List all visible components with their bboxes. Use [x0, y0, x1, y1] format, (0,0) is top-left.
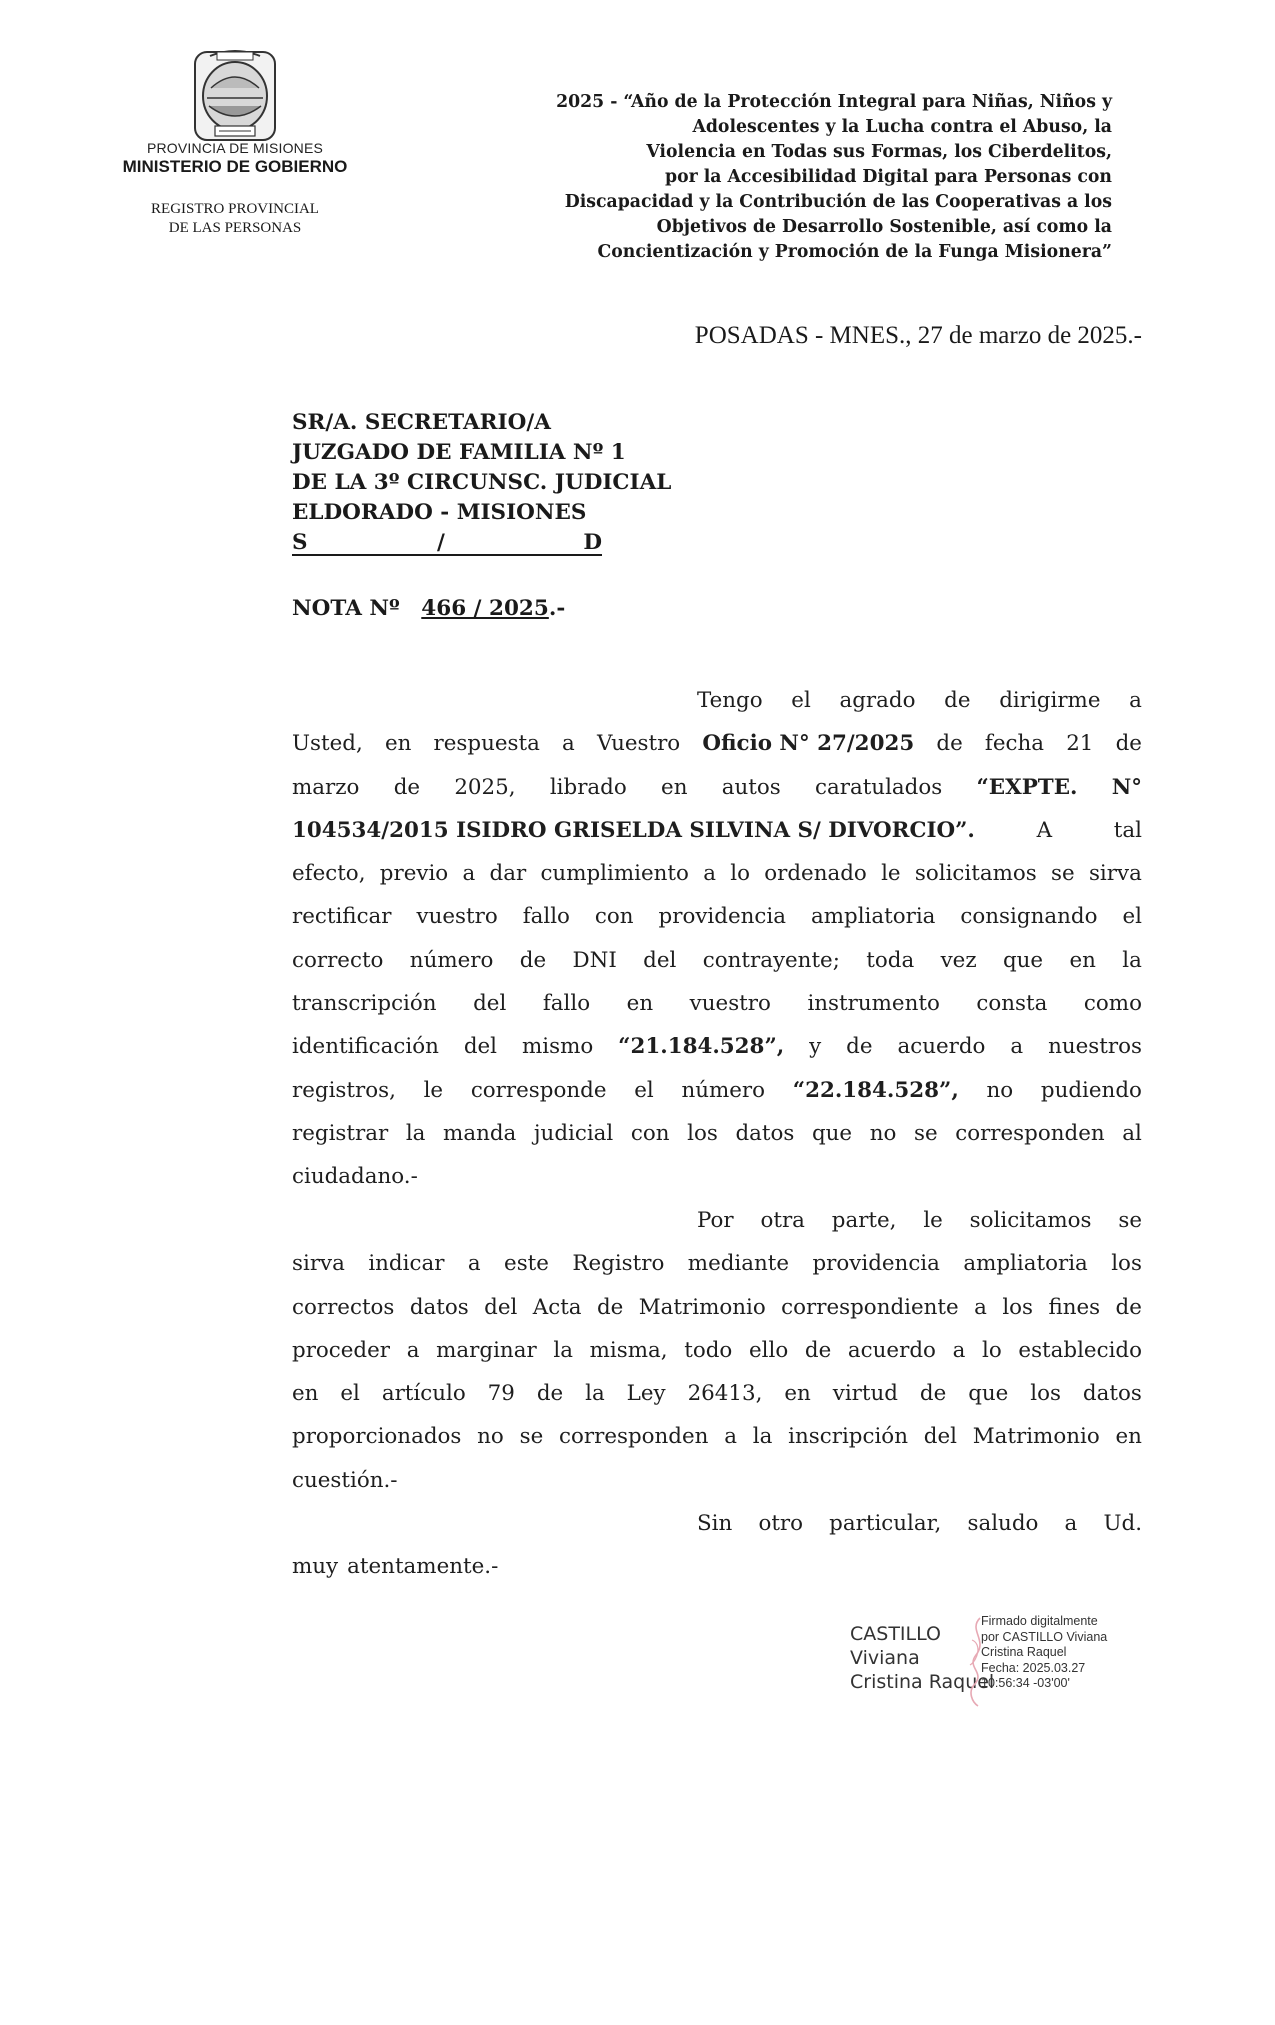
- body-word: los: [1111, 1251, 1142, 1277]
- body-word: proceder: [292, 1337, 391, 1363]
- body-word: fecha: [984, 731, 1045, 757]
- body-word: ampliatoria: [963, 1251, 1088, 1277]
- body-word: pudiendo: [1040, 1077, 1142, 1103]
- body-word: 79: [487, 1381, 515, 1407]
- sd-d: D: [583, 530, 602, 555]
- body-word: con: [630, 1120, 670, 1146]
- body-word: los: [687, 1120, 718, 1146]
- body-word: 21: [1066, 731, 1094, 757]
- body-word: que: [1002, 947, 1044, 973]
- body-line: [292, 1069, 1142, 1112]
- body-word: no: [986, 1077, 1014, 1103]
- body-line: [292, 982, 1142, 1025]
- sd-slash: /: [437, 530, 445, 555]
- body-line: [292, 1502, 1142, 1545]
- province-name: PROVINCIA DE MISIONES: [146, 140, 324, 156]
- body-word: establecido: [1018, 1337, 1142, 1363]
- body-word: ciudadano.-: [292, 1164, 418, 1190]
- signature-info-line: Fecha: 2025.03.27: [981, 1660, 1086, 1675]
- su-despacho-line: [292, 528, 602, 558]
- body-word: librado: [549, 774, 627, 800]
- body-word: vuestro: [689, 991, 771, 1017]
- body-word: el: [634, 1077, 654, 1103]
- body-word: A: [1036, 817, 1053, 843]
- body-word: DNI: [572, 947, 617, 973]
- body-word: acuerdo: [897, 1034, 986, 1060]
- body-word: providencia: [812, 1251, 940, 1277]
- body-word: otra: [760, 1208, 805, 1233]
- motto-line: Adolescentes y la Lucha contra el Abuso, la: [692, 117, 1112, 137]
- body-line: [292, 1329, 1142, 1372]
- body-word: particular,: [829, 1511, 942, 1536]
- body-word: transcripción: [292, 991, 437, 1017]
- body-word: Por: [697, 1208, 734, 1233]
- body-word: providencia: [658, 904, 786, 930]
- body-word: consignando: [960, 904, 1098, 930]
- body-word: del: [484, 1294, 518, 1320]
- body-word: solicitamos: [969, 1208, 1092, 1233]
- body-word: 2025,: [454, 774, 516, 800]
- body-word: datos: [735, 1120, 795, 1146]
- body-word: y: [809, 1034, 822, 1060]
- body-line: [292, 1112, 1142, 1155]
- body-word: judicial: [533, 1120, 614, 1146]
- body-word: Oficio N° 27/2025: [702, 731, 915, 757]
- body-word: N°: [1111, 774, 1142, 800]
- body-line: [292, 1199, 1142, 1242]
- body-word: corresponden: [559, 1424, 709, 1450]
- body-word: Registro: [572, 1251, 665, 1277]
- body-word: Ud.: [1103, 1511, 1142, 1536]
- signature-info-line: Cristina Raquel: [981, 1645, 1067, 1659]
- body-word: fallo: [542, 991, 591, 1017]
- body-word: saludo: [967, 1511, 1039, 1536]
- note-suffix: .-: [548, 596, 566, 621]
- body-word: previo: [379, 861, 449, 887]
- body-paragraph-1: [292, 679, 1142, 1199]
- body-word: proporcionados: [292, 1424, 462, 1450]
- body-word: 104534/2015 ISIDRO GRISELDA SILVINA S/ DIVORCIO”.: [292, 817, 975, 843]
- body-word: la: [1122, 947, 1142, 973]
- body-word: el: [1122, 904, 1142, 930]
- body-word: a: [1129, 688, 1142, 713]
- body-line: [292, 809, 1142, 852]
- body-word: rectificar: [292, 904, 392, 930]
- body-line: [292, 895, 1142, 938]
- sd-s: S: [292, 530, 308, 555]
- province-seal-logo: [175, 48, 295, 143]
- body-word: de: [1115, 731, 1142, 757]
- signer-surname: CASTILLO: [850, 1623, 941, 1645]
- body-word: “22.184.528”,: [792, 1077, 959, 1103]
- body-word: a: [406, 1337, 420, 1363]
- body-word: artículo: [381, 1381, 466, 1407]
- body-word: se: [913, 1120, 938, 1146]
- body-word: de: [519, 947, 547, 973]
- body-word: indicar: [368, 1251, 445, 1277]
- body-word: de: [936, 731, 963, 757]
- body-word: vuestro: [416, 904, 498, 930]
- body-word: lo: [982, 1337, 1002, 1363]
- body-word: los: [1002, 1294, 1034, 1320]
- body-word: en: [1069, 947, 1096, 973]
- body-word: cuestión.-: [292, 1467, 398, 1493]
- body-word: Tengo: [697, 688, 763, 713]
- body-word: identificación: [292, 1034, 439, 1060]
- body-word: registros,: [292, 1077, 396, 1103]
- body-word: de: [596, 1294, 624, 1320]
- body-word: la: [553, 1337, 573, 1363]
- body-word: en: [1115, 1424, 1142, 1450]
- body-word: “EXPTE.: [976, 774, 1078, 800]
- body-line: [292, 1545, 1142, 1588]
- body-line: [292, 679, 1142, 722]
- body-word: Ley: [626, 1381, 666, 1407]
- body-line: [292, 1155, 1142, 1198]
- addressee-line: JUZGADO DE FAMILIA Nº 1: [292, 440, 626, 465]
- body-word: en: [784, 1381, 811, 1407]
- body-word: nuestros: [1048, 1034, 1142, 1060]
- body-word: a: [974, 1294, 987, 1320]
- body-line: [292, 1242, 1142, 1285]
- body-word: Acta: [532, 1294, 582, 1320]
- body-word: virtud: [832, 1381, 898, 1407]
- body-word: corresponden: [955, 1120, 1105, 1146]
- body-word: contrayente;: [702, 947, 840, 973]
- body-word: Matrimonio: [972, 1424, 1100, 1450]
- body-word: a: [1064, 1511, 1078, 1536]
- body-word: como: [1083, 991, 1142, 1017]
- body-line: [292, 766, 1142, 809]
- body-word: dar: [489, 861, 527, 887]
- body-word: fines: [1048, 1294, 1101, 1320]
- body-word: “21.184.528”,: [618, 1034, 785, 1060]
- body-word: de: [846, 1034, 873, 1060]
- note-label: NOTA Nº: [292, 596, 400, 621]
- body-word: en: [292, 1381, 319, 1407]
- body-word: en: [384, 731, 412, 757]
- body-word: de: [1115, 1294, 1142, 1320]
- body-word: Vuestro: [596, 731, 681, 757]
- registry-name-line2: DE LAS PERSONAS: [168, 220, 302, 236]
- body-line: [292, 1459, 1142, 1502]
- motto-line: Objetivos de Desarrollo Sostenible, así como la: [656, 217, 1112, 237]
- body-paragraph-2: [292, 1199, 1142, 1502]
- body-word: con: [594, 904, 634, 930]
- addressee-line: DE LA 3º CIRCUNSC. JUDICIAL: [292, 470, 672, 495]
- body-word: mediante: [687, 1251, 790, 1277]
- body-word: del: [643, 947, 677, 973]
- body-word: del: [923, 1424, 957, 1450]
- body-word: corresponde: [470, 1077, 607, 1103]
- body-word: inscripción: [788, 1424, 908, 1450]
- body-word: efecto,: [292, 861, 366, 887]
- motto-line: Discapacidad y la Contribución de las Cooperativas a los: [564, 192, 1112, 212]
- place-and-date: POSADAS - MNES., 27 de marzo de 2025.-: [694, 322, 1142, 349]
- body-word: lo: [730, 861, 750, 887]
- addressee-block: [292, 408, 671, 558]
- body-word: sirva: [292, 1251, 345, 1277]
- body-word: a: [724, 1424, 737, 1450]
- body-word: acuerdo: [847, 1337, 936, 1363]
- body-word: mismo: [521, 1034, 594, 1060]
- body-word: sirva: [1088, 861, 1142, 887]
- body-word: otro: [758, 1511, 804, 1536]
- signature-info-line: 10:56:34 -03'00': [981, 1676, 1070, 1690]
- body-word: registrar: [292, 1120, 389, 1146]
- body-word: correcto: [292, 947, 384, 973]
- body-word: agrado: [839, 688, 916, 713]
- body-word: le: [423, 1077, 444, 1103]
- body-word: consta: [976, 991, 1048, 1017]
- body-paragraph-3: [292, 1502, 1142, 1589]
- body-word: que: [968, 1381, 1009, 1407]
- body-word: a: [467, 1251, 481, 1277]
- motto-line: Violencia en Todas sus Formas, los Ciberdelitos,: [646, 142, 1112, 162]
- body-word: toda: [866, 947, 915, 973]
- body-word: no: [477, 1424, 504, 1450]
- body-word: el: [340, 1381, 360, 1407]
- body-word: del: [463, 1034, 498, 1060]
- body-line: [292, 1372, 1142, 1415]
- body-word: Matrimonio: [638, 1294, 766, 1320]
- body-word: número: [681, 1077, 766, 1103]
- signer-middle-names: Cristina Raquel: [850, 1671, 995, 1693]
- body-word: cumplimiento: [540, 861, 689, 887]
- body-word: caratulados: [814, 774, 943, 800]
- body-word: misma,: [589, 1337, 668, 1363]
- signature-info-line: Firmado digitalmente: [981, 1614, 1098, 1628]
- body-word: que: [811, 1120, 853, 1146]
- body-word: autos: [721, 774, 781, 800]
- body-word: de: [536, 1381, 564, 1407]
- body-line: [292, 852, 1142, 895]
- body-word: a: [703, 861, 716, 887]
- body-word: número: [409, 947, 494, 973]
- motto-line: Concientización y Promoción de la Funga Misionera”: [597, 242, 1112, 262]
- body-word: correctos: [292, 1294, 395, 1320]
- body-word: de: [393, 774, 421, 800]
- body-line: [292, 939, 1142, 982]
- body-word: marzo: [292, 774, 360, 800]
- addressee-line: ELDORADO - MISIONES: [292, 500, 587, 525]
- body-word: muy: [292, 1554, 339, 1580]
- body-word: instrumento: [807, 991, 940, 1017]
- body-word: ello: [748, 1337, 789, 1363]
- body-word: no: [869, 1120, 897, 1146]
- signature-info-line: por CASTILLO Viviana: [981, 1629, 1108, 1644]
- body-word: de: [944, 688, 971, 713]
- body-word: datos: [1082, 1381, 1142, 1407]
- body-word: la: [405, 1120, 426, 1146]
- body-word: datos: [409, 1294, 469, 1320]
- body-word: dirigirme: [999, 688, 1101, 713]
- motto-line: 2025 - “Año de la Protección Integral para Niñas, Niños y: [556, 92, 1112, 112]
- note-number: 466 / 2025: [421, 596, 549, 621]
- body-word: a: [952, 1337, 966, 1363]
- body-word: 26413,: [687, 1381, 763, 1407]
- body-word: ordenado: [764, 861, 867, 887]
- note-reference: [292, 596, 565, 621]
- body-word: en: [626, 991, 654, 1017]
- signer-first-name: Viviana: [850, 1647, 920, 1669]
- addressee-line: SR/A. SECRETARIO/A: [292, 410, 551, 435]
- body-word: a: [562, 731, 575, 757]
- body-word: a: [1010, 1034, 1024, 1060]
- body-word: vez: [940, 947, 977, 973]
- body-word: Sin: [697, 1511, 733, 1536]
- ministry-name: MINISTERIO DE GOBIERNO: [122, 157, 348, 176]
- body-line: [292, 1025, 1142, 1068]
- body-word: parte,: [831, 1208, 897, 1233]
- body-line: [292, 722, 1142, 765]
- body-word: el: [791, 688, 811, 713]
- body-word: marginar: [436, 1337, 537, 1363]
- body-word: los: [1030, 1381, 1061, 1407]
- body-word: la: [752, 1424, 773, 1450]
- body-word: se: [1118, 1208, 1142, 1233]
- body-word: de: [919, 1381, 947, 1407]
- body-word: atentamente.-: [347, 1554, 499, 1580]
- body-word: se: [1051, 861, 1075, 887]
- body-word: este: [504, 1251, 549, 1277]
- body-word: ampliatoria: [810, 904, 936, 930]
- body-word: del: [473, 991, 507, 1017]
- body-word: manda: [443, 1120, 517, 1146]
- body-word: a: [462, 861, 476, 887]
- body-word: le: [923, 1208, 943, 1233]
- body-word: de: [804, 1337, 832, 1363]
- body-line: [292, 1415, 1142, 1458]
- body-word: correspondiente: [781, 1294, 959, 1320]
- body-word: respuesta: [433, 731, 540, 757]
- body-word: en: [661, 774, 688, 800]
- registry-name-line1: REGISTRO PROVINCIAL: [151, 201, 319, 217]
- body-word: tal: [1113, 817, 1142, 843]
- year-motto: [470, 90, 1112, 265]
- motto-line: por la Accesibilidad Digital para Personas con: [665, 167, 1112, 187]
- body-word: al: [1122, 1120, 1142, 1146]
- digital-signature-info: [981, 1614, 1107, 1692]
- body-line: [292, 1286, 1142, 1329]
- body-word: fallo: [522, 904, 570, 930]
- body-word: Usted,: [292, 731, 363, 757]
- body-word: le: [881, 861, 901, 887]
- body-word: se: [519, 1424, 544, 1450]
- body-word: solicitamos: [914, 861, 1037, 887]
- body-word: todo: [684, 1337, 733, 1363]
- body-word: la: [585, 1381, 605, 1407]
